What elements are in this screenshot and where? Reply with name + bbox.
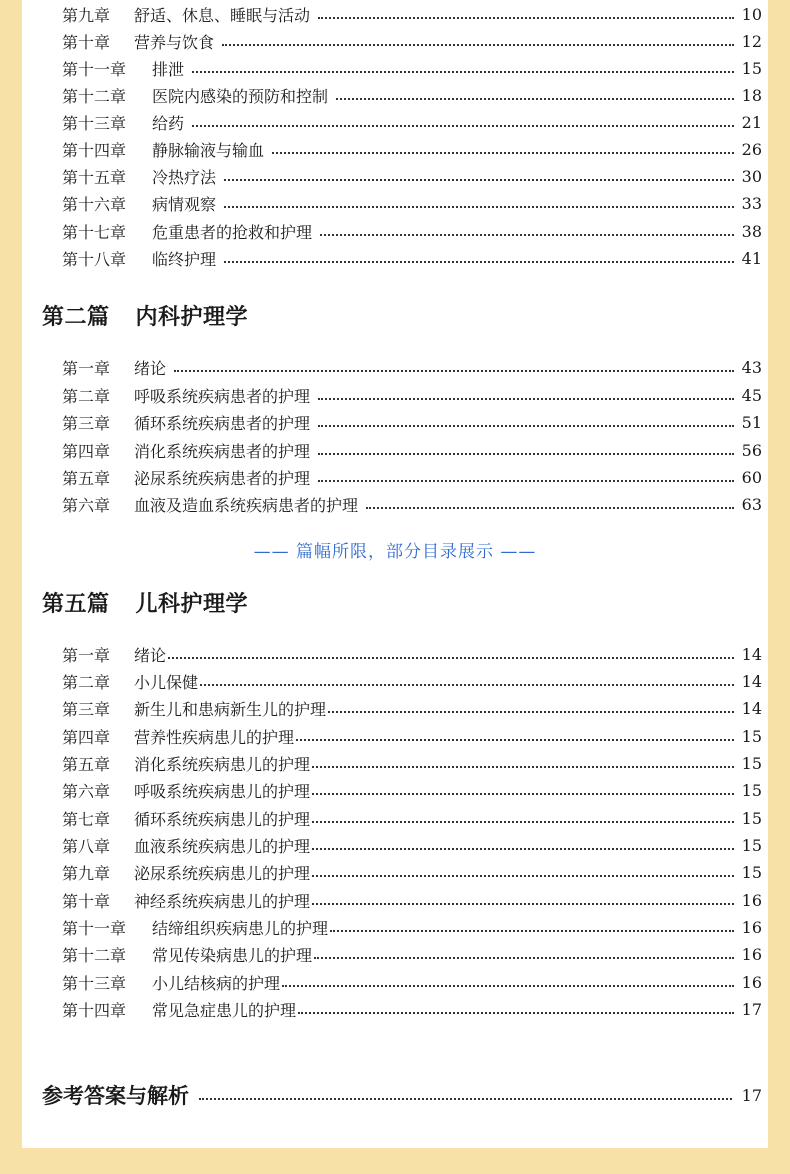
- leader-dots: [312, 792, 734, 795]
- page-number: 18: [741, 86, 762, 105]
- leader-dots: [296, 738, 734, 741]
- leader-dots: [272, 151, 734, 154]
- toc-entry[interactable]: [62, 136, 762, 163]
- leader-dots: [312, 847, 734, 850]
- chapter-number: 第二章: [62, 673, 111, 692]
- toc-entry[interactable]: [62, 218, 762, 245]
- page-number: 60: [741, 468, 762, 487]
- page-number: 15: [741, 754, 762, 773]
- chapter-title: 小儿保健: [134, 673, 199, 692]
- page-number: 14: [741, 699, 762, 718]
- page-number: 15: [741, 727, 762, 746]
- chapter-title: 循环系统疾病患者的护理: [134, 414, 311, 433]
- page-number: 15: [741, 781, 762, 800]
- section-heading-part2[interactable]: [42, 300, 248, 331]
- toc-entry[interactable]: [62, 163, 762, 190]
- toc-entry[interactable]: [62, 750, 762, 777]
- section-heading-part5[interactable]: [42, 587, 248, 618]
- leader-dots: [320, 233, 734, 236]
- page-number: 17: [741, 1085, 762, 1105]
- chapter-title: 呼吸系统疾病患儿的护理: [134, 782, 311, 801]
- chapter-number: 第三章: [62, 700, 111, 719]
- leader-dots: [174, 369, 734, 372]
- toc-entry[interactable]: [62, 914, 762, 941]
- toc-entry[interactable]: [62, 996, 762, 1023]
- leader-dots: [330, 929, 734, 932]
- leader-dots: [312, 902, 734, 905]
- toc-entry[interactable]: [62, 245, 762, 272]
- leader-dots: [200, 683, 734, 686]
- page-number: 14: [741, 645, 762, 664]
- chapter-number: 第八章: [62, 837, 111, 856]
- chapter-number: 第十章: [62, 892, 111, 911]
- partial-toc-note: —— 篇幅所限，部分目录展示 ——: [253, 542, 537, 562]
- chapter-number: 第六章: [62, 782, 111, 801]
- leader-dots: [318, 397, 734, 400]
- chapter-title: 血液及造血系统疾病患者的护理: [134, 496, 359, 515]
- leader-dots: [192, 124, 734, 127]
- page-number: 43: [741, 358, 762, 377]
- page-number: 38: [741, 222, 762, 241]
- chapter-title: 新生儿和患病新生儿的护理: [134, 700, 327, 719]
- leader-dots: [222, 43, 734, 46]
- leader-dots: [168, 656, 734, 659]
- leader-dots: [224, 205, 734, 208]
- page-number: 63: [741, 495, 762, 514]
- leader-dots: [314, 956, 734, 959]
- toc-entry[interactable]: [62, 437, 762, 464]
- page-number: 51: [741, 413, 762, 432]
- chapter-title: 静脉输液与输血: [152, 141, 265, 160]
- chapter-title: 排泄: [152, 60, 185, 79]
- chapter-title: 消化系统疾病患者的护理: [134, 442, 311, 461]
- leader-dots: [312, 765, 734, 768]
- chapter-number: 第十五章: [62, 168, 127, 187]
- chapter-title: 呼吸系统疾病患者的护理: [134, 387, 311, 406]
- leader-dots: [318, 424, 734, 427]
- page-number: 10: [741, 5, 762, 24]
- toc-entry[interactable]: [62, 491, 762, 518]
- leader-dots: [318, 479, 734, 482]
- page-number: 45: [741, 386, 762, 405]
- chapter-number: 第十一章: [62, 919, 127, 938]
- chapter-title: 神经系统疾病患儿的护理: [134, 892, 311, 911]
- page-number: 16: [741, 945, 762, 964]
- leader-dots: [318, 16, 734, 19]
- chapter-number: 第三章: [62, 414, 111, 433]
- chapter-title: 血液系统疾病患儿的护理: [134, 837, 311, 856]
- toc-entry[interactable]: [62, 382, 762, 409]
- chapter-title: 循环系统疾病患儿的护理: [134, 810, 311, 829]
- leader-dots: [312, 874, 734, 877]
- chapter-number: 第十四章: [62, 141, 127, 160]
- chapter-title: 临终护理: [152, 250, 217, 269]
- leader-dots: [192, 70, 734, 73]
- toc-entry[interactable]: [62, 190, 762, 217]
- page-number: 16: [741, 918, 762, 937]
- leader-dots: [224, 260, 734, 263]
- toc-entry[interactable]: [62, 409, 762, 436]
- chapter-number: 第九章: [62, 864, 111, 883]
- page-number: 15: [741, 863, 762, 882]
- chapter-number: 第四章: [62, 442, 111, 461]
- page-number: 33: [741, 194, 762, 213]
- part-label: 第五篇: [42, 591, 110, 617]
- page-number: 16: [741, 973, 762, 992]
- toc-entry[interactable]: [62, 777, 762, 804]
- chapter-title: 危重患者的抢救和护理: [152, 223, 313, 242]
- toc-entry-answers[interactable]: [42, 1080, 762, 1110]
- chapter-title: 泌尿系统疾病患者的护理: [134, 469, 311, 488]
- page-number: 21: [741, 113, 762, 132]
- chapter-number: 第五章: [62, 469, 111, 488]
- chapter-number: 第一章: [62, 646, 111, 665]
- toc-entry[interactable]: [62, 354, 762, 381]
- toc-entry[interactable]: [62, 969, 762, 996]
- page-number: 15: [741, 836, 762, 855]
- chapter-title: 绪论: [134, 646, 167, 665]
- page-number: 41: [741, 249, 762, 268]
- page-number: 17: [741, 1000, 762, 1019]
- leader-dots: [318, 452, 734, 455]
- part-title: 儿科护理学: [135, 591, 249, 617]
- toc-entry[interactable]: [62, 668, 762, 695]
- leader-dots: [366, 506, 734, 509]
- toc-entry[interactable]: [62, 82, 762, 109]
- chapter-number: 第十四章: [62, 1001, 127, 1020]
- chapter-number: 第十三章: [62, 114, 127, 133]
- chapter-number: 第一章: [62, 359, 111, 378]
- page-number: 56: [741, 441, 762, 460]
- chapter-number: 第五章: [62, 755, 111, 774]
- leader-dots: [298, 1011, 734, 1014]
- leader-dots: [224, 178, 734, 181]
- chapter-number: 第十一章: [62, 60, 127, 79]
- toc-entry[interactable]: [62, 832, 762, 859]
- chapter-number: 第十七章: [62, 223, 127, 242]
- toc-entry[interactable]: [62, 28, 762, 55]
- chapter-title: 消化系统疾病患儿的护理: [134, 755, 311, 774]
- toc-page: [22, 0, 768, 1148]
- chapter-title: 给药: [152, 114, 185, 133]
- leader-dots: [336, 97, 734, 100]
- toc-entry[interactable]: [62, 723, 762, 750]
- chapter-title: 营养性疾病患儿的护理: [134, 728, 295, 747]
- chapter-title: 常见急症患儿的护理: [152, 1001, 297, 1020]
- toc-entry[interactable]: [62, 695, 762, 722]
- page-number: 15: [741, 59, 762, 78]
- part-title: 内科护理学: [135, 304, 249, 330]
- chapter-number: 第十六章: [62, 195, 127, 214]
- chapter-number: 第十三章: [62, 974, 127, 993]
- chapter-number: 第九章: [62, 6, 111, 25]
- page-number: 14: [741, 672, 762, 691]
- chapter-title: 冷热疗法: [152, 168, 217, 187]
- toc-entry[interactable]: [62, 859, 762, 886]
- chapter-number: 第七章: [62, 810, 111, 829]
- chapter-number: 第十八章: [62, 250, 127, 269]
- chapter-number: 第十二章: [62, 946, 127, 965]
- chapter-number: 第二章: [62, 387, 111, 406]
- answers-title: 参考答案与解析: [42, 1083, 189, 1108]
- leader-dots: [199, 1098, 732, 1100]
- chapter-title: 泌尿系统疾病患儿的护理: [134, 864, 311, 883]
- toc-entry[interactable]: [62, 641, 762, 668]
- page-number: 15: [741, 809, 762, 828]
- chapter-number: 第十章: [62, 33, 111, 52]
- toc-entry[interactable]: [62, 805, 762, 832]
- chapter-title: 结缔组织疾病患儿的护理: [152, 919, 329, 938]
- toc-entry[interactable]: [62, 464, 762, 491]
- chapter-title: 常见传染病患儿的护理: [152, 946, 313, 965]
- part-label: 第二篇: [42, 304, 110, 330]
- toc-entry[interactable]: [62, 109, 762, 136]
- leader-dots: [328, 710, 734, 713]
- toc-entry[interactable]: [62, 1, 762, 28]
- chapter-number: 第六章: [62, 496, 111, 515]
- leader-dots: [312, 820, 734, 823]
- chapter-title: 病情观察: [152, 195, 217, 214]
- toc-entry[interactable]: [62, 941, 762, 968]
- page-number: 12: [741, 32, 762, 51]
- toc-entry[interactable]: [62, 887, 762, 914]
- chapter-title: 小儿结核病的护理: [152, 974, 281, 993]
- chapter-number: 第十二章: [62, 87, 127, 106]
- page-number: 26: [741, 140, 762, 159]
- leader-dots: [282, 984, 734, 987]
- toc-entry[interactable]: [62, 55, 762, 82]
- page-number: 16: [741, 891, 762, 910]
- page-number: 30: [741, 167, 762, 186]
- chapter-number: 第四章: [62, 728, 111, 747]
- chapter-title: 绪论: [134, 359, 167, 378]
- chapter-title: 舒适、休息、睡眠与活动: [134, 6, 311, 25]
- chapter-title: 营养与饮食: [134, 33, 215, 52]
- chapter-title: 医院内感染的预防和控制: [152, 87, 329, 106]
